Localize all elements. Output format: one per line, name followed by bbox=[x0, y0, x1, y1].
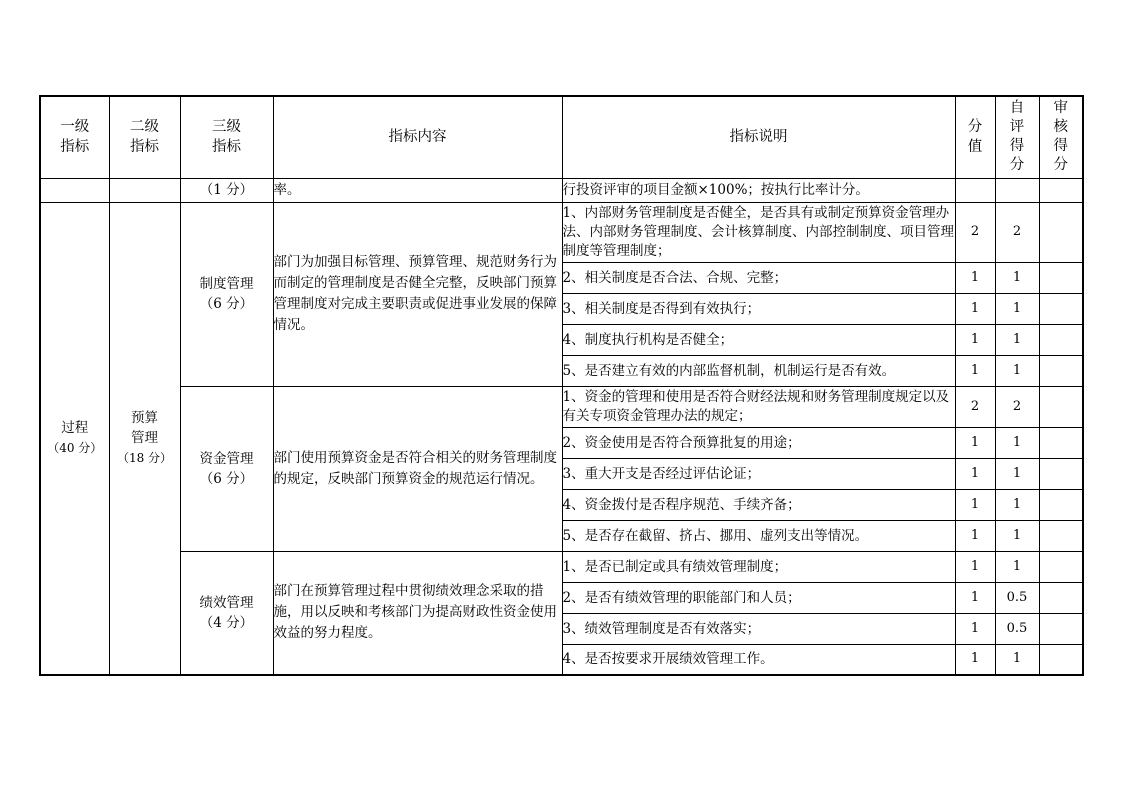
self-score-cell: 0.5 bbox=[995, 582, 1039, 613]
self-score-cell: 1 bbox=[995, 355, 1039, 386]
header-content: 指标内容 bbox=[273, 96, 562, 178]
explain-cell: 1、资金的管理和使用是否符合财经法规和财务管理制度规定以及有关专项资金管理办法的规定； bbox=[562, 386, 955, 427]
score-cell: 1 bbox=[955, 613, 995, 644]
audit-score-cell bbox=[1039, 613, 1083, 644]
score-cell: 1 bbox=[955, 458, 995, 489]
carry-self-cell bbox=[995, 178, 1039, 202]
header-level3 bbox=[180, 96, 273, 178]
table-row bbox=[40, 202, 1083, 262]
level3-name: 绩效管理 bbox=[199, 594, 254, 611]
content-cell: 部门在预算管理过程中贯彻绩效理念采取的措施，用以反映和考核部门为提高财政性资金使用效益的努力程度。 bbox=[273, 551, 562, 675]
carry-audit-cell bbox=[1039, 178, 1083, 202]
audit-score-cell bbox=[1039, 386, 1083, 427]
level3-points: （6 分） bbox=[199, 470, 254, 487]
audit-score-cell bbox=[1039, 202, 1083, 262]
content-cell: 部门使用预算资金是否符合相关的财务管理制度的规定，反映部门预算资金的规范运行情况。 bbox=[273, 386, 562, 551]
table-row bbox=[40, 386, 1083, 427]
score-cell: 1 bbox=[955, 582, 995, 613]
self-score-cell: 1 bbox=[995, 551, 1039, 582]
score-cell: 1 bbox=[955, 262, 995, 293]
level1-cell bbox=[40, 202, 109, 675]
self-score-cell: 1 bbox=[995, 520, 1039, 551]
header-level2-text: 二级指标 bbox=[130, 119, 159, 156]
level3-cell bbox=[180, 551, 273, 675]
audit-score-cell bbox=[1039, 489, 1083, 520]
header-level2 bbox=[109, 96, 180, 178]
explain-cell: 2、相关制度是否合法、合规、完整； bbox=[562, 262, 955, 293]
explain-cell: 4、制度执行机构是否健全； bbox=[562, 324, 955, 355]
content-cell: 部门为加强目标管理、预算管理、规范财务行为而制定的管理制度是否健全完整，反映部门预算管理制度对完成主要职责或促进事业发展的保障情况。 bbox=[273, 202, 562, 386]
explain-cell: 5、是否存在截留、挤占、挪用、虚列支出等情况。 bbox=[562, 520, 955, 551]
header-audit-score bbox=[1039, 96, 1083, 178]
level2-points: （18 分） bbox=[116, 451, 173, 466]
audit-score-cell bbox=[1039, 427, 1083, 458]
explain-cell: 4、资金拨付是否程序规范、手续齐备； bbox=[562, 489, 955, 520]
score-cell: 2 bbox=[955, 202, 995, 262]
explain-cell: 2、资金使用是否符合预算批复的用途； bbox=[562, 427, 955, 458]
carry-content-cell: 率。 bbox=[273, 178, 562, 202]
self-score-cell: 1 bbox=[995, 262, 1039, 293]
score-cell: 1 bbox=[955, 427, 995, 458]
level3-cell bbox=[180, 386, 273, 551]
self-score-cell: 2 bbox=[995, 202, 1039, 262]
score-cell: 2 bbox=[955, 386, 995, 427]
header-level1 bbox=[40, 96, 109, 178]
header-explain: 指标说明 bbox=[562, 96, 955, 178]
carry-explain-cell: 行投资评审的项目金额×100%；按执行比率计分。 bbox=[562, 178, 955, 202]
header-score bbox=[955, 96, 995, 178]
level3-name: 制度管理 bbox=[199, 276, 254, 292]
header-self-score-text: 自评得分 bbox=[1009, 100, 1025, 174]
score-cell: 1 bbox=[955, 324, 995, 355]
level2-cell bbox=[109, 202, 180, 675]
self-score-cell: 1 bbox=[995, 427, 1039, 458]
level1-points: （40 分） bbox=[47, 441, 103, 456]
audit-score-cell bbox=[1039, 262, 1083, 293]
explain-cell: 4、是否按要求开展绩效管理工作。 bbox=[562, 644, 955, 675]
carry-level2-cell bbox=[109, 178, 180, 202]
audit-score-cell bbox=[1039, 520, 1083, 551]
header-audit-score-text: 审核得分 bbox=[1053, 100, 1068, 174]
level3-points: （4 分） bbox=[199, 614, 254, 631]
score-cell: 1 bbox=[955, 489, 995, 520]
audit-score-cell bbox=[1039, 355, 1083, 386]
score-cell: 1 bbox=[955, 355, 995, 386]
score-cell: 1 bbox=[955, 551, 995, 582]
audit-score-cell bbox=[1039, 551, 1083, 582]
level3-points: （6 分） bbox=[199, 296, 254, 312]
self-score-cell: 1 bbox=[995, 293, 1039, 324]
self-score-cell: 2 bbox=[995, 386, 1039, 427]
table-row bbox=[40, 551, 1083, 582]
explain-cell: 3、重大开支是否经过评估论证； bbox=[562, 458, 955, 489]
self-score-cell: 1 bbox=[995, 324, 1039, 355]
self-score-cell: 1 bbox=[995, 644, 1039, 675]
explain-cell: 3、相关制度是否得到有效执行； bbox=[562, 293, 955, 324]
level3-cell bbox=[180, 202, 273, 386]
score-cell: 1 bbox=[955, 520, 995, 551]
carry-over-row bbox=[40, 178, 1083, 202]
audit-score-cell bbox=[1039, 458, 1083, 489]
audit-score-cell bbox=[1039, 293, 1083, 324]
carry-level3-cell: （1 分） bbox=[180, 178, 273, 202]
explain-cell: 1、内部财务管理制度是否健全，是否具有或制定预算资金管理办法、内部财务管理制度、会计核算制度、内部控制制度、项目管理制度等管理制度； bbox=[562, 202, 955, 262]
audit-score-cell bbox=[1039, 582, 1083, 613]
level3-name: 资金管理 bbox=[199, 450, 254, 467]
header-self-score bbox=[995, 96, 1039, 178]
header-level3-text: 三级指标 bbox=[212, 119, 241, 156]
self-score-cell: 1 bbox=[995, 489, 1039, 520]
header-row bbox=[40, 96, 1083, 178]
evaluation-table bbox=[39, 95, 1084, 676]
audit-score-cell bbox=[1039, 644, 1083, 675]
audit-score-cell bbox=[1039, 324, 1083, 355]
score-cell: 1 bbox=[955, 644, 995, 675]
header-score-text: 分值 bbox=[967, 119, 983, 156]
level2-name: 预算管理 bbox=[131, 410, 158, 447]
self-score-cell: 1 bbox=[995, 458, 1039, 489]
explain-cell: 2、是否有绩效管理的职能部门和人员； bbox=[562, 582, 955, 613]
score-cell: 1 bbox=[955, 293, 995, 324]
self-score-cell: 0.5 bbox=[995, 613, 1039, 644]
explain-cell: 1、是否已制定或具有绩效管理制度； bbox=[562, 551, 955, 582]
carry-score-cell bbox=[955, 178, 995, 202]
header-level1-text: 一级指标 bbox=[60, 119, 90, 156]
explain-cell: 3、绩效管理制度是否有效落实； bbox=[562, 613, 955, 644]
carry-level1-cell bbox=[40, 178, 109, 202]
level1-name: 过程 bbox=[61, 420, 89, 437]
explain-cell: 5、是否建立有效的内部监督机制，机制运行是否有效。 bbox=[562, 355, 955, 386]
